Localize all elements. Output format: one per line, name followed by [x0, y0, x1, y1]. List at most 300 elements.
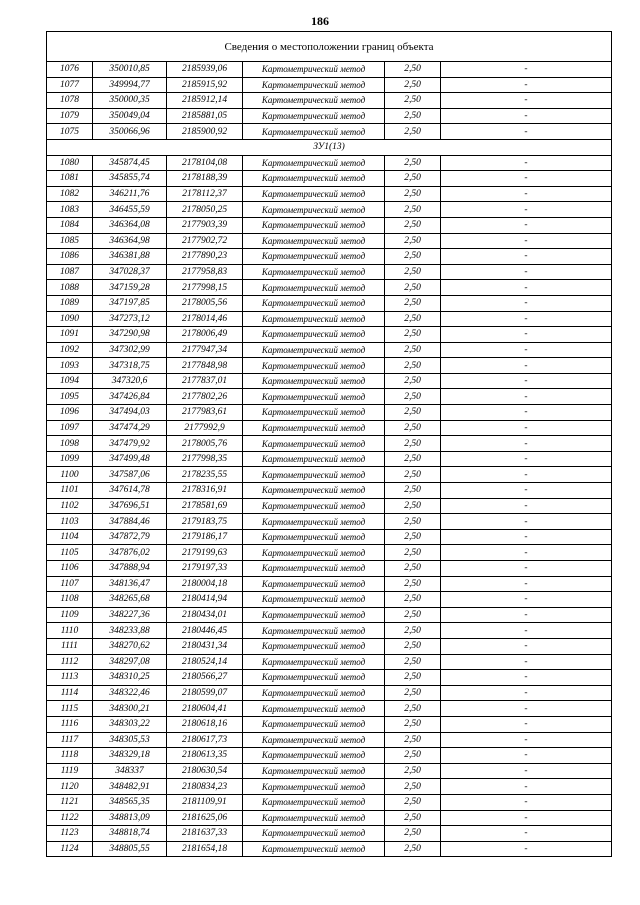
coord-x-cell: 347888,94	[93, 561, 167, 577]
coord-y-cell: 2177958,83	[167, 264, 243, 280]
description-cell: -	[441, 451, 612, 467]
description-cell: -	[441, 623, 612, 639]
table-row	[47, 358, 612, 374]
coord-y-cell: 2178316,91	[167, 483, 243, 499]
point-number-cell: 1083	[47, 202, 93, 218]
coord-x-cell: 350066,96	[93, 124, 167, 140]
accuracy-cell: 2,50	[385, 670, 441, 686]
accuracy-cell: 2,50	[385, 623, 441, 639]
point-number-cell: 1082	[47, 186, 93, 202]
description-cell: -	[441, 794, 612, 810]
coord-x-cell: 348303,22	[93, 716, 167, 732]
description-cell: -	[441, 342, 612, 358]
description-cell: -	[441, 685, 612, 701]
coord-x-cell: 348265,68	[93, 592, 167, 608]
accuracy-cell: 2,50	[385, 685, 441, 701]
point-number-cell: 1120	[47, 779, 93, 795]
method-cell: Картометрический метод	[243, 763, 385, 779]
accuracy-cell: 2,50	[385, 62, 441, 78]
coord-x-cell: 347273,12	[93, 311, 167, 327]
table-row	[47, 576, 612, 592]
description-cell: -	[441, 561, 612, 577]
coord-y-cell: 2185912,14	[167, 93, 243, 109]
coord-x-cell: 347426,84	[93, 389, 167, 405]
coord-x-cell: 347159,28	[93, 280, 167, 296]
table-row	[47, 280, 612, 296]
point-number-cell: 1089	[47, 295, 93, 311]
coord-y-cell: 2178014,46	[167, 311, 243, 327]
point-number-cell: 1110	[47, 623, 93, 639]
coord-x-cell: 345855,74	[93, 171, 167, 187]
page-number: 186	[311, 14, 329, 28]
description-cell: -	[441, 779, 612, 795]
method-cell: Картометрический метод	[243, 576, 385, 592]
accuracy-cell: 2,50	[385, 249, 441, 265]
coord-y-cell: 2177983,61	[167, 405, 243, 421]
method-cell: Картометрический метод	[243, 373, 385, 389]
coord-x-cell: 347876,02	[93, 545, 167, 561]
accuracy-cell: 2,50	[385, 280, 441, 296]
accuracy-cell: 2,50	[385, 155, 441, 171]
coord-x-cell: 346364,98	[93, 233, 167, 249]
method-cell: Картометрический метод	[243, 794, 385, 810]
table-row	[47, 826, 612, 842]
accuracy-cell: 2,50	[385, 514, 441, 530]
coord-x-cell: 347587,06	[93, 467, 167, 483]
point-number-cell: 1079	[47, 108, 93, 124]
coord-y-cell: 2179183,75	[167, 514, 243, 530]
coord-y-cell: 2179199,63	[167, 545, 243, 561]
accuracy-cell: 2,50	[385, 77, 441, 93]
method-cell: Картометрический метод	[243, 420, 385, 436]
point-number-cell: 1115	[47, 701, 93, 717]
coord-x-cell: 348818,74	[93, 826, 167, 842]
point-number-cell: 1119	[47, 763, 93, 779]
description-cell: -	[441, 311, 612, 327]
point-number-cell: 1105	[47, 545, 93, 561]
method-cell: Картометрический метод	[243, 93, 385, 109]
method-cell: Картометрический метод	[243, 249, 385, 265]
point-number-cell: 1108	[47, 592, 93, 608]
method-cell: Картометрический метод	[243, 529, 385, 545]
description-cell: -	[441, 467, 612, 483]
table-row	[47, 638, 612, 654]
coord-x-cell: 347320,6	[93, 373, 167, 389]
description-cell: -	[441, 436, 612, 452]
accuracy-cell: 2,50	[385, 264, 441, 280]
accuracy-cell: 2,50	[385, 779, 441, 795]
table-row	[47, 62, 612, 78]
method-cell: Картометрический метод	[243, 389, 385, 405]
accuracy-cell: 2,50	[385, 794, 441, 810]
method-cell: Картометрический метод	[243, 436, 385, 452]
point-number-cell: 1096	[47, 405, 93, 421]
coord-x-cell: 348322,46	[93, 685, 167, 701]
coord-y-cell: 2180618,16	[167, 716, 243, 732]
coord-y-cell: 2178581,69	[167, 498, 243, 514]
coord-x-cell: 347614,78	[93, 483, 167, 499]
point-number-cell: 1103	[47, 514, 93, 530]
table-row	[47, 732, 612, 748]
coord-y-cell: 2185881,05	[167, 108, 243, 124]
table-row	[47, 810, 612, 826]
description-cell: -	[441, 280, 612, 296]
coord-x-cell: 348482,91	[93, 779, 167, 795]
method-cell: Картометрический метод	[243, 545, 385, 561]
table-row	[47, 171, 612, 187]
method-cell: Картометрический метод	[243, 498, 385, 514]
accuracy-cell: 2,50	[385, 436, 441, 452]
method-cell: Картометрический метод	[243, 670, 385, 686]
description-cell: -	[441, 732, 612, 748]
accuracy-cell: 2,50	[385, 654, 441, 670]
coord-y-cell: 2185900,92	[167, 124, 243, 140]
method-cell: Картометрический метод	[243, 810, 385, 826]
coord-y-cell: 2180446,45	[167, 623, 243, 639]
accuracy-cell: 2,50	[385, 186, 441, 202]
description-cell: -	[441, 420, 612, 436]
description-cell: -	[441, 498, 612, 514]
accuracy-cell: 2,50	[385, 451, 441, 467]
coord-x-cell: 346211,76	[93, 186, 167, 202]
point-number-cell: 1097	[47, 420, 93, 436]
table-row	[47, 592, 612, 608]
point-number-cell: 1085	[47, 233, 93, 249]
point-number-cell: 1077	[47, 77, 93, 93]
point-number-cell: 1075	[47, 124, 93, 140]
accuracy-cell: 2,50	[385, 124, 441, 140]
coord-y-cell: 2180524,14	[167, 654, 243, 670]
method-cell: Картометрический метод	[243, 623, 385, 639]
point-number-cell: 1081	[47, 171, 93, 187]
point-number-cell: 1101	[47, 483, 93, 499]
point-number-cell: 1092	[47, 342, 93, 358]
description-cell: -	[441, 186, 612, 202]
method-cell: Картометрический метод	[243, 701, 385, 717]
method-cell: Картометрический метод	[243, 217, 385, 233]
point-number-cell: 1084	[47, 217, 93, 233]
coord-y-cell: 2177992,9	[167, 420, 243, 436]
point-number-cell: 1106	[47, 561, 93, 577]
coord-y-cell: 2177947,34	[167, 342, 243, 358]
method-cell: Картометрический метод	[243, 514, 385, 530]
table-body	[47, 32, 612, 857]
method-cell: Картометрический метод	[243, 748, 385, 764]
description-cell: -	[441, 701, 612, 717]
description-cell: -	[441, 93, 612, 109]
coord-y-cell: 2177848,98	[167, 358, 243, 374]
description-cell: -	[441, 373, 612, 389]
coord-y-cell: 2178112,37	[167, 186, 243, 202]
coord-x-cell: 347696,51	[93, 498, 167, 514]
accuracy-cell: 2,50	[385, 592, 441, 608]
accuracy-cell: 2,50	[385, 701, 441, 717]
coord-x-cell: 347197,85	[93, 295, 167, 311]
coord-y-cell: 2177902,72	[167, 233, 243, 249]
table-row	[47, 342, 612, 358]
method-cell: Картометрический метод	[243, 342, 385, 358]
coord-y-cell: 2181109,91	[167, 794, 243, 810]
accuracy-cell: 2,50	[385, 810, 441, 826]
description-cell: -	[441, 358, 612, 374]
table-title-row	[47, 32, 612, 62]
method-cell: Картометрический метод	[243, 685, 385, 701]
accuracy-cell: 2,50	[385, 529, 441, 545]
method-cell: Картометрический метод	[243, 264, 385, 280]
point-number-cell: 1114	[47, 685, 93, 701]
accuracy-cell: 2,50	[385, 420, 441, 436]
method-cell: Картометрический метод	[243, 171, 385, 187]
method-cell: Картометрический метод	[243, 327, 385, 343]
description-cell: -	[441, 576, 612, 592]
method-cell: Картометрический метод	[243, 77, 385, 93]
accuracy-cell: 2,50	[385, 108, 441, 124]
coord-x-cell: 348337	[93, 763, 167, 779]
section-label: ЗУ1(13)	[47, 139, 612, 155]
accuracy-cell: 2,50	[385, 202, 441, 218]
description-cell: -	[441, 592, 612, 608]
table-row	[47, 451, 612, 467]
coord-x-cell: 347884,46	[93, 514, 167, 530]
coord-y-cell: 2180414,94	[167, 592, 243, 608]
table-row	[47, 264, 612, 280]
coord-y-cell: 2178188,39	[167, 171, 243, 187]
coord-x-cell: 347474,29	[93, 420, 167, 436]
table-row	[47, 327, 612, 343]
method-cell: Картометрический метод	[243, 716, 385, 732]
description-cell: -	[441, 826, 612, 842]
description-cell: -	[441, 716, 612, 732]
coord-x-cell: 348233,88	[93, 623, 167, 639]
table-row	[47, 763, 612, 779]
accuracy-cell: 2,50	[385, 607, 441, 623]
coord-x-cell: 347290,98	[93, 327, 167, 343]
coord-x-cell: 346364,08	[93, 217, 167, 233]
coord-y-cell: 2180617,73	[167, 732, 243, 748]
point-number-cell: 1116	[47, 716, 93, 732]
accuracy-cell: 2,50	[385, 467, 441, 483]
coord-y-cell: 2185939,06	[167, 62, 243, 78]
accuracy-cell: 2,50	[385, 638, 441, 654]
method-cell: Картометрический метод	[243, 280, 385, 296]
table-row	[47, 373, 612, 389]
point-number-cell: 1099	[47, 451, 93, 467]
coord-x-cell: 348305,53	[93, 732, 167, 748]
boundary-table	[46, 31, 612, 857]
point-number-cell: 1100	[47, 467, 93, 483]
point-number-cell: 1080	[47, 155, 93, 171]
coord-x-cell: 348270,62	[93, 638, 167, 654]
description-cell: -	[441, 514, 612, 530]
point-number-cell: 1095	[47, 389, 93, 405]
description-cell: -	[441, 529, 612, 545]
point-number-cell: 1086	[47, 249, 93, 265]
table-row	[47, 124, 612, 140]
table-row	[47, 233, 612, 249]
method-cell: Картометрический метод	[243, 155, 385, 171]
coord-y-cell: 2180834,23	[167, 779, 243, 795]
coord-y-cell: 2177802,26	[167, 389, 243, 405]
accuracy-cell: 2,50	[385, 576, 441, 592]
coord-x-cell: 346455,59	[93, 202, 167, 218]
coord-x-cell: 348297,08	[93, 654, 167, 670]
accuracy-cell: 2,50	[385, 295, 441, 311]
description-cell: -	[441, 202, 612, 218]
accuracy-cell: 2,50	[385, 342, 441, 358]
point-number-cell: 1107	[47, 576, 93, 592]
coord-y-cell: 2178050,25	[167, 202, 243, 218]
table-row	[47, 217, 612, 233]
table-row	[47, 623, 612, 639]
table-row	[47, 748, 612, 764]
accuracy-cell: 2,50	[385, 483, 441, 499]
description-cell: -	[441, 264, 612, 280]
description-cell: -	[441, 654, 612, 670]
coord-x-cell: 348329,18	[93, 748, 167, 764]
point-number-cell: 1098	[47, 436, 93, 452]
method-cell: Картометрический метод	[243, 779, 385, 795]
description-cell: -	[441, 77, 612, 93]
coord-y-cell: 2180566,27	[167, 670, 243, 686]
point-number-cell: 1123	[47, 826, 93, 842]
table-row	[47, 794, 612, 810]
accuracy-cell: 2,50	[385, 841, 441, 857]
description-cell: -	[441, 217, 612, 233]
method-cell: Картометрический метод	[243, 483, 385, 499]
description-cell: -	[441, 545, 612, 561]
method-cell: Картометрический метод	[243, 826, 385, 842]
table-row	[47, 561, 612, 577]
method-cell: Картометрический метод	[243, 467, 385, 483]
point-number-cell: 1093	[47, 358, 93, 374]
table-row	[47, 514, 612, 530]
coord-x-cell: 347499,48	[93, 451, 167, 467]
method-cell: Картометрический метод	[243, 561, 385, 577]
table-row	[47, 202, 612, 218]
coord-y-cell: 2177998,15	[167, 280, 243, 296]
method-cell: Картометрический метод	[243, 638, 385, 654]
coord-x-cell: 347302,99	[93, 342, 167, 358]
description-cell: -	[441, 108, 612, 124]
coord-x-cell: 345874,45	[93, 155, 167, 171]
coord-y-cell: 2180613,35	[167, 748, 243, 764]
point-number-cell: 1124	[47, 841, 93, 857]
point-number-cell: 1111	[47, 638, 93, 654]
coord-x-cell: 350049,04	[93, 108, 167, 124]
table-row	[47, 295, 612, 311]
accuracy-cell: 2,50	[385, 389, 441, 405]
table-row	[47, 498, 612, 514]
accuracy-cell: 2,50	[385, 826, 441, 842]
coord-y-cell: 2180434,01	[167, 607, 243, 623]
coord-y-cell: 2181637,33	[167, 826, 243, 842]
table-row	[47, 186, 612, 202]
coord-y-cell: 2180599,07	[167, 685, 243, 701]
point-number-cell: 1090	[47, 311, 93, 327]
table-row	[47, 420, 612, 436]
table-row	[47, 108, 612, 124]
description-cell: -	[441, 810, 612, 826]
coord-y-cell: 2179197,33	[167, 561, 243, 577]
coord-x-cell: 348227,36	[93, 607, 167, 623]
coord-y-cell: 2181654,18	[167, 841, 243, 857]
coord-x-cell: 346381,88	[93, 249, 167, 265]
accuracy-cell: 2,50	[385, 561, 441, 577]
table-row	[47, 607, 612, 623]
table-row	[47, 249, 612, 265]
method-cell: Картометрический метод	[243, 358, 385, 374]
point-number-cell: 1104	[47, 529, 93, 545]
point-number-cell: 1113	[47, 670, 93, 686]
coord-x-cell: 349994,77	[93, 77, 167, 93]
table-row	[47, 93, 612, 109]
method-cell: Картометрический метод	[243, 841, 385, 857]
table-row	[47, 670, 612, 686]
coord-x-cell: 350010,85	[93, 62, 167, 78]
method-cell: Картометрический метод	[243, 732, 385, 748]
point-number-cell: 1087	[47, 264, 93, 280]
coord-y-cell: 2179186,17	[167, 529, 243, 545]
accuracy-cell: 2,50	[385, 748, 441, 764]
point-number-cell: 1088	[47, 280, 93, 296]
coord-y-cell: 2180004,18	[167, 576, 243, 592]
method-cell: Картометрический метод	[243, 451, 385, 467]
accuracy-cell: 2,50	[385, 373, 441, 389]
coord-x-cell: 347872,79	[93, 529, 167, 545]
table-row	[47, 701, 612, 717]
table-row	[47, 389, 612, 405]
point-number-cell: 1094	[47, 373, 93, 389]
coord-x-cell: 347318,75	[93, 358, 167, 374]
accuracy-cell: 2,50	[385, 93, 441, 109]
table-row	[47, 467, 612, 483]
method-cell: Картометрический метод	[243, 62, 385, 78]
description-cell: -	[441, 249, 612, 265]
accuracy-cell: 2,50	[385, 217, 441, 233]
method-cell: Картометрический метод	[243, 202, 385, 218]
accuracy-cell: 2,50	[385, 311, 441, 327]
coord-y-cell: 2177903,39	[167, 217, 243, 233]
accuracy-cell: 2,50	[385, 358, 441, 374]
description-cell: -	[441, 638, 612, 654]
method-cell: Картометрический метод	[243, 233, 385, 249]
accuracy-cell: 2,50	[385, 498, 441, 514]
table-row	[47, 654, 612, 670]
coord-x-cell: 348805,55	[93, 841, 167, 857]
description-cell: -	[441, 670, 612, 686]
accuracy-cell: 2,50	[385, 545, 441, 561]
coord-x-cell: 347028,37	[93, 264, 167, 280]
description-cell: -	[441, 607, 612, 623]
coord-y-cell: 2180604,41	[167, 701, 243, 717]
description-cell: -	[441, 841, 612, 857]
coord-y-cell: 2181625,06	[167, 810, 243, 826]
accuracy-cell: 2,50	[385, 732, 441, 748]
coord-x-cell: 348136,47	[93, 576, 167, 592]
accuracy-cell: 2,50	[385, 171, 441, 187]
coord-x-cell: 348565,35	[93, 794, 167, 810]
method-cell: Картометрический метод	[243, 405, 385, 421]
description-cell: -	[441, 389, 612, 405]
method-cell: Картометрический метод	[243, 607, 385, 623]
coord-y-cell: 2177890,23	[167, 249, 243, 265]
method-cell: Картометрический метод	[243, 592, 385, 608]
description-cell: -	[441, 295, 612, 311]
coord-x-cell: 348310,25	[93, 670, 167, 686]
description-cell: -	[441, 233, 612, 249]
accuracy-cell: 2,50	[385, 327, 441, 343]
point-number-cell: 1102	[47, 498, 93, 514]
